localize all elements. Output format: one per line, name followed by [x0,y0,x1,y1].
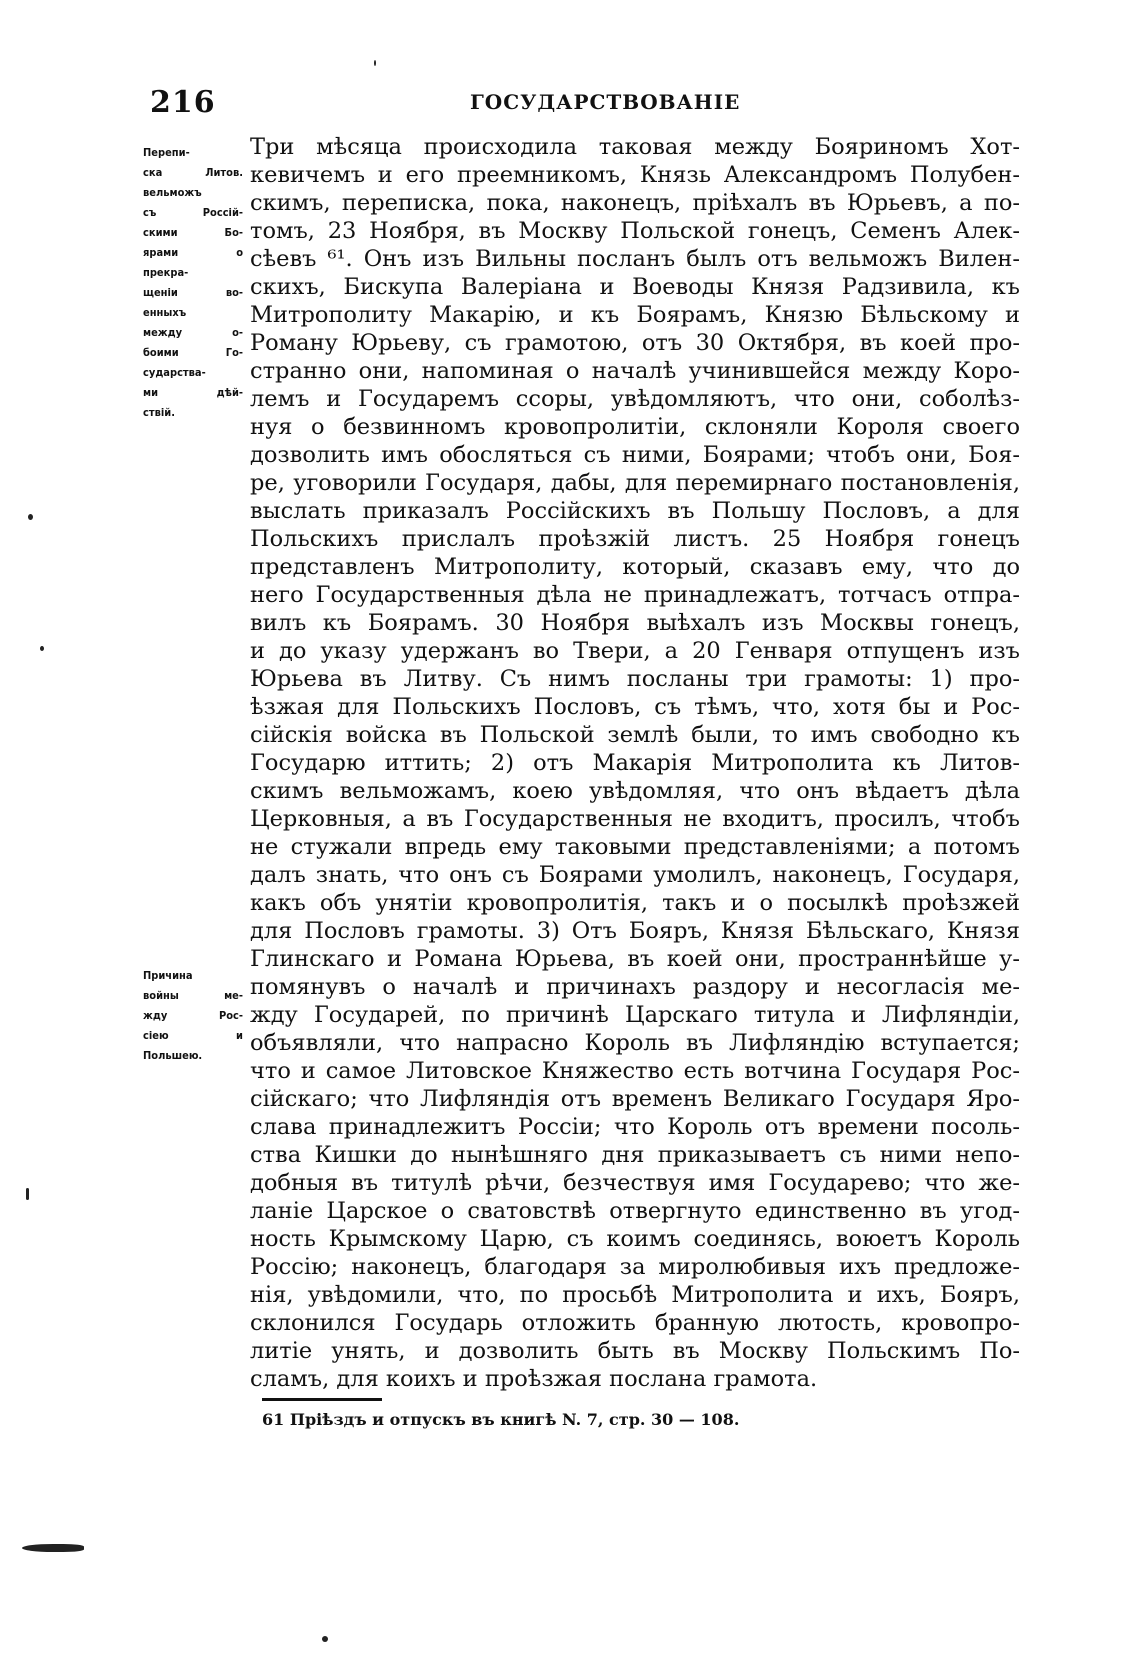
margin-note-line: ска Литов. [143,166,243,179]
ink-speck [322,1636,328,1642]
body-line: помянувъ о началѣ и причинахъ раздору и несогласія ме- [250,974,1020,1000]
body-line: и до указу удержанъ во Твери, а 20 Генваря отпущенъ изъ [250,638,1020,664]
body-line: представленъ Митрополиту, который, сказавъ ему, что до [250,554,1020,580]
body-line: Митрополиту Макарію, и къ Боярамъ, Князю Бѣльскому и [250,302,1020,328]
body-line: лемъ и Государемъ ссоры, увѣдомляютъ, что они, соболѣз- [250,386,1020,412]
margin-note-war-cause [143,966,243,1066]
margin-note-line: Польшею. [143,1049,203,1062]
margin-note-line: сударства- [143,366,206,379]
margin-note-line: съ Россій- [143,206,243,219]
margin-note-correspondence [143,143,243,423]
body-line: ѣзжая для Польскихъ Пословъ, съ тѣмъ, что, хотя бы и Рос- [250,694,1020,720]
margin-note-line: ярами о [143,246,243,259]
body-line: склонился Государь отложить бранную лютость, кровопро- [250,1310,1020,1336]
body-line: томъ, 23 Ноября, въ Москву Польской гонецъ, Семенъ Алек- [250,218,1020,244]
margin-note-line: боими Го- [143,346,243,359]
body-line: Государю иттить; 2) отъ Макарія Митрополита къ Литов- [250,750,1020,776]
margin-note-line: Перепи- [143,146,190,159]
ink-speck [374,60,376,66]
margin-note-line: Причина [143,969,193,982]
page-number: 216 [150,85,216,120]
margin-note-line: ми дѣй- [143,386,243,399]
body-line: далъ знать, что онъ съ Боярами умолилъ, наконецъ, Государя, [250,862,1020,888]
footnote-rule [262,1398,382,1401]
body-line: нія, увѣдомили, что, по просьбѣ Митрополита и ихъ, Бояръ, [250,1282,1020,1308]
margin-note-line: прекра- [143,266,189,279]
body-line: Церковныя, а въ Государственныя не входитъ, просилъ, чтобъ [250,806,1020,832]
margin-note-line: жду Рос- [143,1009,243,1022]
body-line: скимъ вельможамъ, коею увѣдомляя, что онъ вѣдаетъ дѣла [250,778,1020,804]
body-line: что и самое Литовское Княжество есть вотчина Государя Рос- [250,1058,1020,1084]
body-line: сійскаго; что Лифляндія отъ временъ Великаго Государя Яро- [250,1086,1020,1112]
margin-note-line: ствій. [143,406,175,419]
body-line: Россію; наконецъ, благодаря за миролюбивыя ихъ предложе- [250,1254,1020,1280]
margin-note-line: вельможъ [143,186,202,199]
body-line: объявляли, что напрасно Король въ Лифляндію вступается; [250,1030,1020,1056]
body-line: Три мѣсяца происходила таковая между Бояриномъ Хот- [250,134,1020,160]
ink-speck [26,1188,29,1200]
body-line: не стужали впредь ему таковыми представленіями; а потомъ [250,834,1020,860]
margin-note-line: скими Бо- [143,226,243,239]
body-line: ланіе Царское о сватовствѣ отвергнуто единственно въ угод- [250,1198,1020,1224]
body-line: какъ объ унятіи кровопролитія, такъ и о посылкѣ проѣзжей [250,890,1020,916]
body-line: вилъ къ Боярамъ. 30 Ноября выѣхалъ изъ Москвы гонецъ, [250,610,1020,636]
body-line: скихъ, Бискупа Валеріана и Воеводы Князя Радзивила, къ [250,274,1020,300]
margin-note-line: войны ме- [143,989,243,1002]
footnote: 61 Пріѣздъ и отпускъ въ книгѣ N. 7, стр. 30 — 108. [262,1410,740,1429]
body-line: выслать приказалъ Россійскихъ въ Польшу Пословъ, а для [250,498,1020,524]
body-text [250,133,1020,1393]
running-head: ГОСУДАРСТВОВАНІЕ [470,90,741,114]
body-line: кевичемъ и его преемникомъ, Князь Александромъ Полубен- [250,162,1020,188]
body-line: ность Крымскому Царю, съ коимъ соединясь, воюетъ Король [250,1226,1020,1252]
body-line: слава принадлежитъ Россіи; что Король отъ времени посоль- [250,1114,1020,1140]
ink-smudge [22,1544,84,1552]
margin-note-line: между о- [143,326,243,339]
body-line: ства Кишки до нынѣшняго дня приказываетъ съ ними непо- [250,1142,1020,1168]
body-line: Глинскаго и Романа Юрьева, въ коей они, пространнѣйше у- [250,946,1020,972]
body-line: литіе унять, и дозволить быть въ Москву Польскимъ По- [250,1338,1020,1364]
body-line: сѣевъ ⁶¹. Онъ изъ Вильны посланъ былъ отъ вельможъ Вилен- [250,246,1020,272]
ink-speck [40,646,44,651]
body-line: нуя о безвинномъ кровопролитіи, склоняли Короля своего [250,414,1020,440]
body-line: сійскія войска въ Польской землѣ были, то имъ свободно къ [250,722,1020,748]
margin-note-line: щеніи во- [143,286,243,299]
body-line: него Государственныя дѣла не принадлежатъ, тотчасъ отпра- [250,582,1020,608]
body-line: ре, уговорили Государя, дабы, для перемирнаго постановленія, [250,470,1020,496]
body-line: странно они, напоминая о началѣ учинившейся между Коро- [250,358,1020,384]
body-line: скимъ, переписка, пока, наконецъ, пріѣхалъ въ Юрьевъ, а по- [250,190,1020,216]
margin-note-line: енныхъ [143,306,187,319]
body-line: жду Государей, по причинѣ Царскаго титула и Лифляндіи, [250,1002,1020,1028]
body-line: Роману Юрьеву, съ грамотою, отъ 30 Октября, въ коей про- [250,330,1020,356]
body-line: для Пословъ грамоты. 3) Отъ Бояръ, Князя Бѣльскаго, Князя [250,918,1020,944]
body-line: добныя въ титулѣ рѣчи, безчествуя имя Государево; что же- [250,1170,1020,1196]
body-line: Польскихъ прислалъ проѣзжій листъ. 25 Ноября гонецъ [250,526,1020,552]
body-line: Юрьева въ Литву. Съ нимъ посланы три грамоты: 1) про- [250,666,1020,692]
margin-note-line: сіею и [143,1029,243,1042]
ink-speck [28,514,33,520]
body-line: сламъ, для коихъ и проѣзжая послана грамота. [250,1366,818,1392]
body-line: дозволить имъ обосляться съ ними, Боярами; чтобъ они, Боя- [250,442,1020,468]
